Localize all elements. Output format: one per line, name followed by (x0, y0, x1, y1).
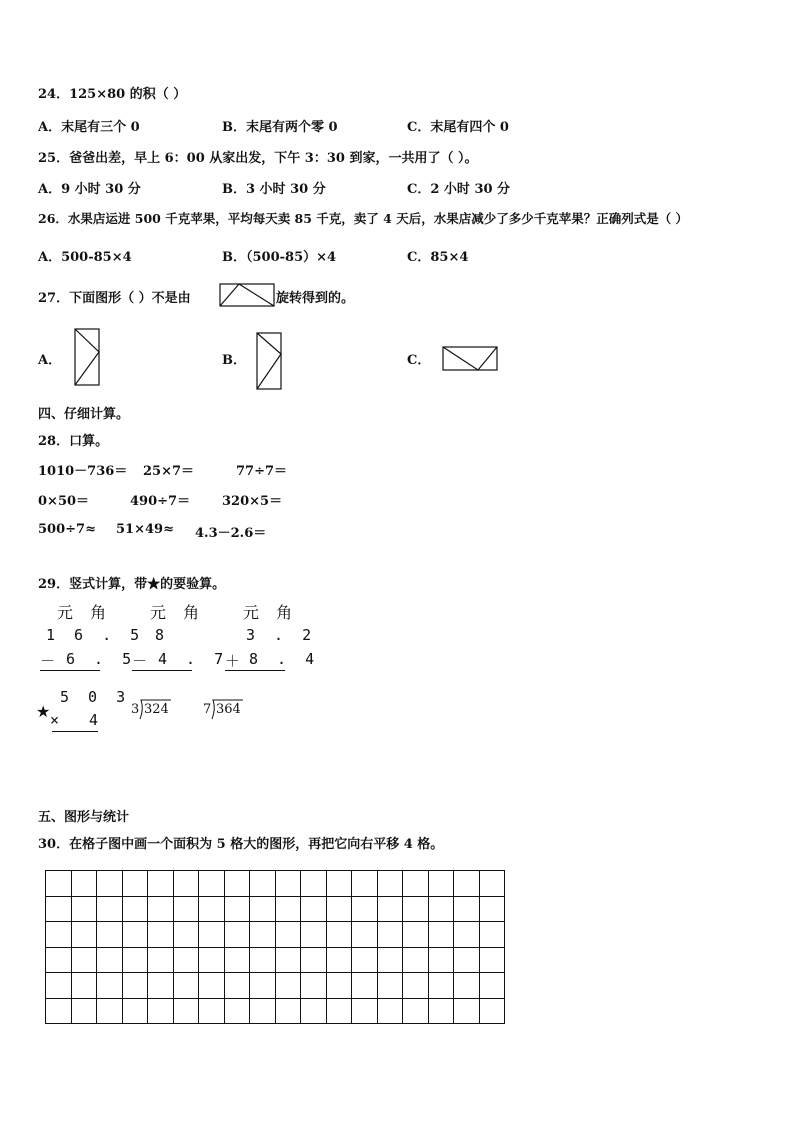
vertical-top-operand: 1 6 . 5 (46, 626, 145, 644)
vertical-operator: ＋ (225, 652, 241, 670)
grid-row (46, 998, 505, 1024)
grid-cell[interactable] (403, 998, 429, 1024)
q26-stem: 26．水果店运进 500 千克苹果，平均每天卖 85 千克，卖了 4 天后，水果店减少了多少千克苹果？正确列式是（ ） (38, 211, 689, 226)
q24-stem: 24．125×80 的积（ ） (38, 87, 187, 102)
grid-cell[interactable] (224, 973, 250, 999)
grid-cell[interactable] (224, 998, 250, 1024)
grid-cell[interactable] (377, 896, 403, 922)
grid-cell[interactable] (403, 947, 429, 973)
grid-cell[interactable] (301, 998, 327, 1024)
q27-figure-a (74, 328, 100, 386)
grid-cell[interactable] (377, 871, 403, 897)
grid-cell[interactable] (173, 947, 199, 973)
vertical-top-operand: 3 . 2 (246, 626, 317, 644)
grid-cell[interactable] (250, 947, 276, 973)
q28-item[interactable]: 51×49≈ (116, 522, 174, 537)
grid-cell[interactable] (224, 922, 250, 948)
grid-cell[interactable] (403, 973, 429, 999)
q28-item[interactable]: 25×7＝ (143, 464, 195, 479)
vertical-bottom-operand: 4 . 7 (158, 650, 229, 668)
grid-cell[interactable] (224, 871, 250, 897)
q27-figure-b (256, 332, 282, 390)
grid-cell[interactable] (454, 998, 480, 1024)
grid-cell[interactable] (199, 998, 225, 1024)
grid-cell[interactable] (199, 871, 225, 897)
grid-cell[interactable] (46, 871, 72, 897)
grid-cell[interactable] (275, 922, 301, 948)
q28-item[interactable]: 4.3－2.6＝ (195, 526, 267, 541)
mult-top-operand: 5 0 3 (60, 688, 131, 706)
q25-option-a[interactable]: A．9 小时 30 分 (38, 182, 141, 197)
grid-cell[interactable] (97, 973, 123, 999)
vertical-top-operand: 8 (155, 626, 170, 644)
dividend: 364 (216, 702, 241, 717)
grid-cell[interactable] (377, 973, 403, 999)
grid-cell[interactable] (173, 973, 199, 999)
grid-cell[interactable] (148, 922, 174, 948)
q24-option-c[interactable]: C．末尾有四个 0 (407, 120, 509, 135)
grid-cell[interactable] (46, 947, 72, 973)
answer-line (132, 670, 192, 671)
grid-cell[interactable] (122, 998, 148, 1024)
q27-figure-c (442, 346, 498, 371)
grid-cell[interactable] (97, 947, 123, 973)
q29-stem: 29．竖式计算，带★的要验算。 (38, 577, 226, 592)
grid-cell[interactable] (97, 896, 123, 922)
dividend: 324 (144, 702, 169, 717)
grid-cell[interactable] (479, 896, 505, 922)
grid-cell[interactable] (46, 896, 72, 922)
q28-item[interactable]: 0×50＝ (38, 494, 90, 509)
grid-cell[interactable] (403, 922, 429, 948)
grid-cell[interactable] (122, 871, 148, 897)
grid-cell[interactable] (352, 947, 378, 973)
grid-cell[interactable] (352, 998, 378, 1024)
grid-cell[interactable] (428, 896, 454, 922)
q27-reference-figure (219, 283, 275, 307)
grid-cell[interactable] (97, 998, 123, 1024)
q25-option-b[interactable]: B．3 小时 30 分 (222, 182, 326, 197)
answer-line (40, 670, 100, 671)
grid-cell[interactable] (275, 896, 301, 922)
grid-cell[interactable] (46, 998, 72, 1024)
answer-line (52, 731, 98, 732)
grid-cell[interactable] (403, 871, 429, 897)
q30-stem: 30．在格子图中画一个面积为 5 格大的图形，再把它向右平移 4 格。 (38, 837, 444, 852)
grid-cell[interactable] (97, 871, 123, 897)
grid-row (46, 973, 505, 999)
q25-option-c[interactable]: C．2 小时 30 分 (407, 182, 511, 197)
grid-cell[interactable] (122, 973, 148, 999)
grid-cell[interactable] (224, 896, 250, 922)
unit-header: 元 角 (243, 603, 299, 622)
grid-cell[interactable] (479, 871, 505, 897)
grid-cell[interactable] (275, 973, 301, 999)
grid-cell[interactable] (224, 947, 250, 973)
grid-cell[interactable] (71, 871, 97, 897)
grid-cell[interactable] (71, 947, 97, 973)
q27-option-b[interactable]: B． (222, 353, 246, 368)
vertical-bottom-operand: 8 . 4 (249, 650, 320, 668)
grid-cell[interactable] (301, 922, 327, 948)
grid-cell[interactable] (250, 896, 276, 922)
grid-cell[interactable] (377, 922, 403, 948)
divisor: 3 (131, 702, 140, 717)
grid-cell[interactable] (199, 922, 225, 948)
grid-cell[interactable] (454, 922, 480, 948)
q28-item[interactable]: 490÷7＝ (130, 494, 191, 509)
grid-cell[interactable] (71, 973, 97, 999)
q27-stem-after: 旋转得到的。 (276, 291, 355, 306)
grid-cell[interactable] (454, 896, 480, 922)
vertical-bottom-operand: 6 . 5 (66, 650, 137, 668)
q28-stem: 28．口算。 (38, 434, 109, 449)
grid-cell[interactable] (352, 922, 378, 948)
grid-cell[interactable] (199, 947, 225, 973)
grid-cell[interactable] (97, 922, 123, 948)
grid-cell[interactable] (352, 871, 378, 897)
grid-cell[interactable] (275, 947, 301, 973)
grid-cell[interactable] (148, 947, 174, 973)
q24-option-b[interactable]: B．末尾有两个零 0 (222, 120, 338, 135)
section-4-heading: 四、仔细计算。 (38, 407, 130, 422)
grid-cell[interactable] (428, 947, 454, 973)
grid-cell[interactable] (199, 896, 225, 922)
grid-row (46, 922, 505, 948)
q28-item[interactable]: 320×5＝ (222, 494, 283, 509)
grid-cell[interactable] (122, 922, 148, 948)
grid-cell[interactable] (301, 871, 327, 897)
grid-cell[interactable] (71, 896, 97, 922)
grid-row (46, 871, 505, 897)
divisor: 7 (203, 702, 212, 717)
grid-cell[interactable] (326, 947, 352, 973)
grid-cell[interactable] (301, 947, 327, 973)
q25-stem: 25．爸爸出差，早上 6：00 从家出发，下午 3：30 到家，一共用了（ ）。 (38, 151, 478, 166)
grid-cell[interactable] (428, 973, 454, 999)
grid-cell[interactable] (122, 947, 148, 973)
q26-option-a[interactable]: A．500-85×4 (38, 250, 132, 265)
grid-cell[interactable] (148, 871, 174, 897)
grid-cell[interactable] (326, 922, 352, 948)
q27-stem-before: 27．下面图形（ ）不是由 (38, 291, 191, 306)
grid-cell[interactable] (403, 896, 429, 922)
grid-cell[interactable] (377, 947, 403, 973)
grid-cell[interactable] (301, 896, 327, 922)
grid-cell[interactable] (148, 998, 174, 1024)
grid-cell[interactable] (479, 922, 505, 948)
grid-cell[interactable] (148, 896, 174, 922)
mult-bottom-operand: 4 (89, 711, 104, 729)
grid-cell[interactable] (428, 871, 454, 897)
grid-cell[interactable] (250, 922, 276, 948)
grid-cell[interactable] (454, 973, 480, 999)
grid-cell[interactable] (250, 871, 276, 897)
q27-option-a[interactable]: A． (38, 353, 62, 368)
grid-cell[interactable] (479, 947, 505, 973)
grid-row (46, 896, 505, 922)
grid-cell[interactable] (71, 998, 97, 1024)
drawing-grid[interactable] (45, 870, 505, 1024)
grid-cell[interactable] (352, 896, 378, 922)
grid-cell[interactable] (301, 973, 327, 999)
q26-option-c[interactable]: C．85×4 (407, 250, 469, 265)
grid-cell[interactable] (326, 973, 352, 999)
unit-header: 元 角 (150, 603, 206, 622)
grid-cell[interactable] (454, 947, 480, 973)
grid-cell[interactable] (428, 922, 454, 948)
grid-cell[interactable] (71, 922, 97, 948)
grid-cell[interactable] (173, 922, 199, 948)
vertical-operator: － (40, 652, 56, 670)
grid-cell[interactable] (479, 973, 505, 999)
grid-cell[interactable] (148, 973, 174, 999)
grid-cell[interactable] (173, 896, 199, 922)
unit-header: 元 角 (57, 603, 113, 622)
grid-cell[interactable] (454, 871, 480, 897)
q26-option-b[interactable]: B．（500-85）×4 (222, 250, 337, 265)
grid-cell[interactable] (352, 973, 378, 999)
grid-cell[interactable] (250, 998, 276, 1024)
vertical-operator: － (132, 652, 148, 670)
grid-cell[interactable] (173, 998, 199, 1024)
grid-cell[interactable] (275, 871, 301, 897)
answer-line (225, 670, 285, 671)
q28-item[interactable]: 1010－736＝ (38, 464, 128, 479)
q28-item[interactable]: 77÷7＝ (236, 464, 288, 479)
grid-cell[interactable] (173, 871, 199, 897)
grid-cell[interactable] (250, 973, 276, 999)
grid-cell[interactable] (326, 998, 352, 1024)
grid-cell[interactable] (46, 922, 72, 948)
grid-cell[interactable] (428, 998, 454, 1024)
q28-item[interactable]: 500÷7≈ (38, 522, 96, 537)
star-icon: ★ (36, 702, 51, 721)
grid-cell[interactable] (275, 998, 301, 1024)
grid-cell[interactable] (479, 998, 505, 1024)
grid-cell[interactable] (46, 973, 72, 999)
grid-cell[interactable] (326, 871, 352, 897)
section-5-heading: 五、图形与统计 (38, 810, 130, 825)
grid-cell[interactable] (326, 896, 352, 922)
grid-cell[interactable] (199, 973, 225, 999)
q27-option-c[interactable]: C． (407, 353, 431, 368)
grid-row (46, 947, 505, 973)
mult-operator: × (50, 711, 60, 729)
grid-cell[interactable] (377, 998, 403, 1024)
q24-option-a[interactable]: A．末尾有三个 0 (38, 120, 140, 135)
grid-cell[interactable] (122, 896, 148, 922)
